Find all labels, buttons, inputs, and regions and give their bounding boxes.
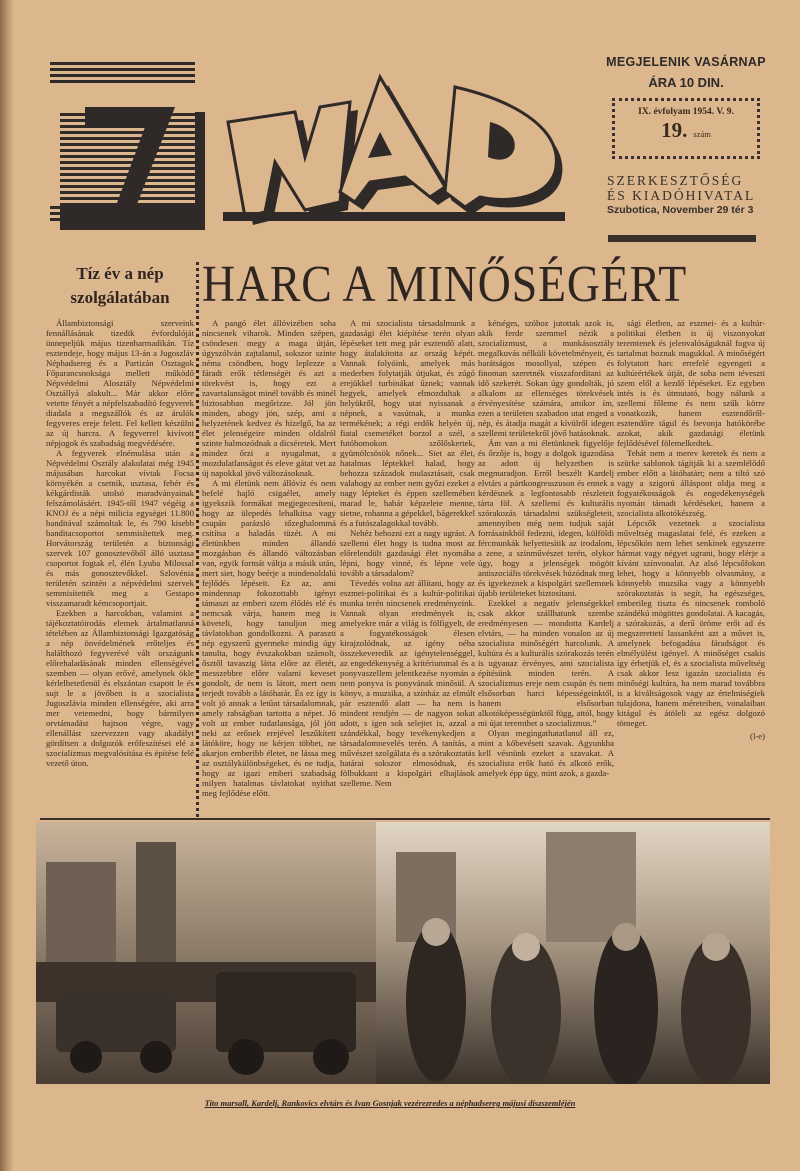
photo-caption: Tito marsall, Kardelj, Rankovics elvtárs és Ivan Gosnjak vezérezredes a néphadsereg májusi díszszemléjén — [204, 1098, 576, 1108]
office-line-2: ÉS KIADÓHIVATAL — [607, 188, 756, 203]
logo-stripe — [50, 176, 195, 179]
logo-stripe — [50, 140, 195, 143]
issue-unit: szám — [693, 129, 711, 139]
paragraph: A mi életünk nem állóvíz és nem befelé hajló csigaélet, amely igyekszik formákat megjegecesíteni, hogy az ülepedés lehalkítsa vagy csupán parázsló tőzeghalommá csitítsa a haladás tüzét. A mi életünkben minden állandó mozgásban és állandó változásban van, egyik formát váltja a másik után, mert siet, hogy beérje a mindenoldalú fejlődés lépéseit. Ez az, ami mindennap fokozottabb igényt támaszt az emberi szem élődés elé és nemcsak várja, hanem meg is követeli, hogy tanuljon meg távlatokban gondolkozni. A paraszti nép egyszerű gyermeke mindig úgy tanulta, hogy évszakokban számolt, ősztől tavaszig látta előre az életét, messzebbre előre valami keveset gondolt, de nem is látott, mert nem terjedt tovább a látóhatár. És ez így is volt jó annak a letűnt társadalomnak, amely rabságban tartotta a népet. Jó volt az ember tudatlansága, jól jött neki az erőnek erejével leszűkített látóköre, hogy ne kérjen többet, ne akarjon emberibb életet, ne lássa meg az osztálykülönbségeket, és ne tudja, hogy az igazi emberi szabadság milyen hatalmas távlatokat nyithat meg fejlődése előtt. — [202, 478, 336, 798]
paragraph: Ám van a mi életünknek figyelője és őrzője is, hogy a dolgok igazodása az adott új helyzetben is megmaradjon. Erről beszélt Kardelj elvtárs a pártkongresszuson és ennek a kérdésnek a legfontosabb részleteit tárta föl. A szellemi és kulturális szórakozás társadalmi szükségleteit, amennyiben még nem tudjuk saját forrásainkból fedezni, idegen, külföldi fércmunkák helyettesítik az irodalom, a zene, a színművészet terén, olykor úgy, hogy a jelenségek mögött antiszociális törekvések húzódnak meg és igyekeznek a kispolgári szellemnek újabb területeket biztosítani. — [478, 438, 614, 598]
page-edge — [0, 0, 14, 1171]
paragraph: sági életben, az eszmei- és a kultúr-politikai életben is új viszonyokat teremtenek és jelenvalóságuknál fogva új tartalmat hoznak magukkal. A minőségért folytatott harc errefelé egyengeti a kultúrértékek útját, de soha nem téveszti szem elől a kezdő lépéseket. Ez egyben intés is és útmutató, hogy nálunk a szellemi főleme és nem szűk körre vonatkozik, hanem esztendőről-esztendőre tágul és bevonja hatókörébe azokat, akik gazdasági életünk fejlődésével fölemelkedtek. — [617, 318, 765, 448]
main-article-column-3 — [478, 318, 614, 778]
paragraph: Állambiztonsági szerveink fennállásának tizedik évfordulóját ünnepeljük május tizenharmadikán. Tíz esztendeje, hogy május 13-án a Jugoszláv Néphadsereg és a Partizán Osztagok Főparancsnoksága mellett működő Népvédelmi Alosztály Népvédelmi Osztállyá alakult... Már akkor előre vetette fényét a népfelszabadító fegyverek diadala a megszállók és az árulók fegyveres ereje felett. Fel kellett készülni az új harcra. A fegyverrel kivívott népjogok és szabadság megvédésére. — [46, 318, 194, 448]
logo-stripe — [50, 74, 195, 77]
parade-photo-right — [376, 822, 770, 1084]
logo-stripe — [50, 92, 195, 95]
logo-stripe — [50, 146, 195, 149]
author-signature: (l-e) — [750, 731, 765, 741]
issue-box — [612, 98, 760, 159]
paragraph: Olyan megingathatatlanul áll ez, mint a kőbevésett szavak. Agyunkba kell vésnünk ezeket a szavakat. A szocialista erők ható és alkotó erők, amelyek épp úgy, mint azok, a gazda- — [478, 728, 614, 778]
masthead-logo — [50, 62, 565, 232]
paragraph: A mi szocialista társadalmunk a gazdasági élet kiépítése terén olyan lépéseket tett meg pár esztendő alatt, hogy átalakította az ország képét. Vannak folyóink, amelyek más mederben folytatják útjukat, és zúgó erejükkel turbinákat űznek; vannak hegyek, amelyek elmozdultak a helyükről, hogy utat nyissanak a népnek, a vasútnak, a munka termékének; a régi erdők helyén új, fiatal csemetéket borzol a szél, a futóhomokon szőlőskertek, gyümölcsösök nőnek... Siet az élet, hatalmas léptekkel halad, hogy behozza századok mulasztásait, csak valahogy az ember nem győzi ezeket a nagy lépteket és éppen szellemében marad le, habár képzelete menne, sietne, rohanna a gépekkel, bágerekkel és a futószalagokkal tovább. — [340, 318, 475, 528]
parade-photo-left — [36, 822, 376, 1084]
logo-stripe — [50, 80, 195, 83]
side-article-title: Tíz év a nép szolgálatában — [70, 264, 170, 307]
logo-stripe — [50, 152, 195, 155]
logo-stripe — [50, 68, 195, 71]
column-divider — [196, 262, 199, 818]
logo-stripe — [50, 134, 195, 137]
publication-day: MEGJELENIK VASÁRNAP — [606, 55, 766, 69]
price: ÁRA 10 DIN. — [648, 75, 724, 90]
main-article-column-4 — [617, 318, 765, 741]
office-address: Szubotica, November 29 tér 3 — [607, 204, 754, 216]
logo-stripe — [50, 62, 195, 65]
office-line-1: SZERKESZTŐSÉG — [607, 173, 744, 188]
photo-top-rule — [40, 818, 770, 820]
paragraph: kétséges, szóhoz jutottak azok is, akik ferde szemmel nézik a szocializmust, a munkásosztály megalkuvás nélküli követelményeit, és barátságos mosollyal, szépen és finoman szeretnék visszafordítani az idő szekerét. Sokan úgy gondolták, jó alkalom az ellenséges törekvések érvényesítése számára, amikor ím, ezen a területen szabadon utat enged a nép, és átadja magát a kívülről idegen szellemi területekről jövő hatásoknak. — [478, 318, 614, 438]
paragraph: A pangó élet állóvizében soha nincsenek viharok. Minden szépen, csöndesen megy a maga útján, úgyszólván zajtalanul, sokszor szinte néma csöndben, hogy leplezze a fáradt erők tétlenségét és azt a törekvést is, hogy ezt a zavartalanságot minél tovább és minél biztosabban megőrizze. Jól jön minden, ahogy jön, szép, ami a helyzetének kedvez és hízelgő, ha az élet jelenségeire minden oldalról szinte halmozódnak a dicséretek. Mert mindez őrzi a nyugalmat, a mozdulatlanságot és eleve gátat vet az új napokkal jövő változásoknak. — [202, 318, 336, 478]
masthead-rule — [608, 235, 756, 242]
editorial-office — [607, 173, 767, 203]
logo-stripe — [50, 98, 195, 101]
paragraph: Ezekkel a negatív jelenségekkel csak akkor szállhatunk szembe eredményesen — mondotta Kardelj elvtárs, — ha minden vonalon az új szocialista minőségért harcolunk. A kultúra és a kulturális szórakozás terén is ugyanaz érvényes, ami szocialista építésünk minden terén. A szocializmus ereje nem csupán és nem elsősorban harci képességeinktől, hanem elsősorban alkotóképességünktől függ, attól, hogy mi újat teremthet a szocializmus.” — [478, 598, 614, 728]
paragraph: Nehéz behozni ezt a nagy ugrást. A szellemi élet hogy is tudna most az előrelendült gazdasági élet nyomába lépni, hogy vinné, és lépne vele tovább a társadalom? — [340, 528, 475, 578]
paragraph: Lépcsők vezetnek a szocialista műveltség magaslatai felé, és ezeken a lépcsőkön nem lehet senkinek egyszerre hármat vagy négyet ugrani, hogy elérje a kívánt színvonalat. Az alsó lépcsőfokon lehet, hogy a könnyebb olvasmány, a könnyebb muzsika vagy a könnyebb szórakoztatás is segít, ha egészséges, emberileg tiszta és nincsenek romboló szándékú mögöttes gondolatai. A kacagás, a szórakozás, a derű öröme erőt ad és megszerettetí lassanként azt a művet is, amelynek befogadása fáradságot és elmélyülést igényel. A minőséget csakis így érhetjük el, és a szocialista műveltség csak akkor lesz igazán szocialista és minőségi kultúra, ha nem marad továbbra is a kiváltságosok vagy az értelmiségiek tulajdona, hanem méreteiben, vonalaiban kitágul és átöleli az egész dolgozó tömeget. — [617, 518, 765, 728]
volume-date: IX. évfolyam 1954. V. 9. — [638, 107, 734, 117]
issue-info — [606, 55, 766, 159]
logo-stripe — [50, 86, 195, 89]
paragraph: A fegyverek elnémulása után a Népvédelmi Osztály alakulatai még 1945 májusában harcokat vívtak Focsa környékén a csetnik, usztasa, fehér és kékgárdisták utolsó maradványainak felszámolásáért. 1945-től 1947 végéig a KNOJ és a népi milicia egységei 11.800 banditával számoltak le, és 790 kisebb banditacsoportot semmisítettek meg. Horvátország területén a biztonsági szervek 107 gonosztevőből álló usztasa csoportot fogtak el, élén Lyuba Milossal és más gonosztevőkkel. Szlovénia területén szintén a népvédelmi szervek semmisítették meg a Gestapo visszamaradt kémcsoportjait. — [46, 448, 194, 608]
issue-number: 19. — [661, 118, 688, 142]
logo-stripe — [50, 158, 195, 161]
logo-stripe — [50, 128, 195, 131]
paragraph: Tévedés volna azt állítani, hogy az eszmei-politikai és a kultúr-politikai munka terén nincsenek eredményeink. Vannak olyan eredmények is, amelyekre már a világ is fölfigyelt, de a fogyatékosságok élesen kirajzolódnak, az igény néha összekeveredik az igénytelenséggel, az engedékenység a kritériummal és a ponyvaszellem jelentkezése nyomán a nem ponyva is ponyvának minősül. A könyv, a muzsika, a színház az elmúlt pár esztendő alatt — ha nem is mindent rendjén — de nagyon sokat adott, s igen sok selejtet is, azzal a szándékkal, hogy tevékenykedjen a társadalomnevelés terén. A tanítás, a művészet szolgálata és a szórakoztatás határai sokszor elmosódnak, és fölbukkant a kispolgári elhajlások szelleme. Nem — [340, 578, 475, 788]
logo-stripe — [50, 182, 195, 185]
logo-stripe — [50, 164, 195, 167]
paragraph: Ezekben a harcokban, valamint a tájékoztatóirodás elemek ártalmatlanná tételében az Állambiztonsági Igazgatóság a nép önvédelmének erőteljes és halálthozó fegyverévé vált országunk előrehaladásának minden ellenségével szemben — olyan erővé, amelynek ökle kérlelhetetlenül és elszántan csapott le és sujt le a jövőben is a szocialista Jugoszlávia minden ellenségére, aki arra mer vetemedni, hogy bármilyen orvtámadást hajtson végre, vagy ellenállást szervezzen vagy akadályt gördítsen a dolgozók erőfeszítései elé a szocializmus megvalósítása és építése felé vezető úton. — [46, 608, 194, 768]
logo-stripe — [50, 104, 195, 107]
side-article-body — [46, 318, 194, 768]
main-headline: HARC A MINŐSÉGÉRT — [202, 256, 688, 313]
logo-stripe — [50, 170, 195, 173]
main-article-column-1 — [202, 318, 336, 798]
paragraph: Tehát nem a merev keretek és nem a szürke sablonok tágítják ki a szemlélődő ember előtt a látóhatárt; nem a tiltó szó vagy a szigorú álláspont oldja meg a fogyatékosságok és engedékenységek nyomán támadt kérdéseket, hanem a szocialista alkotókészség. — [617, 448, 765, 518]
main-article-column-2 — [340, 318, 475, 788]
